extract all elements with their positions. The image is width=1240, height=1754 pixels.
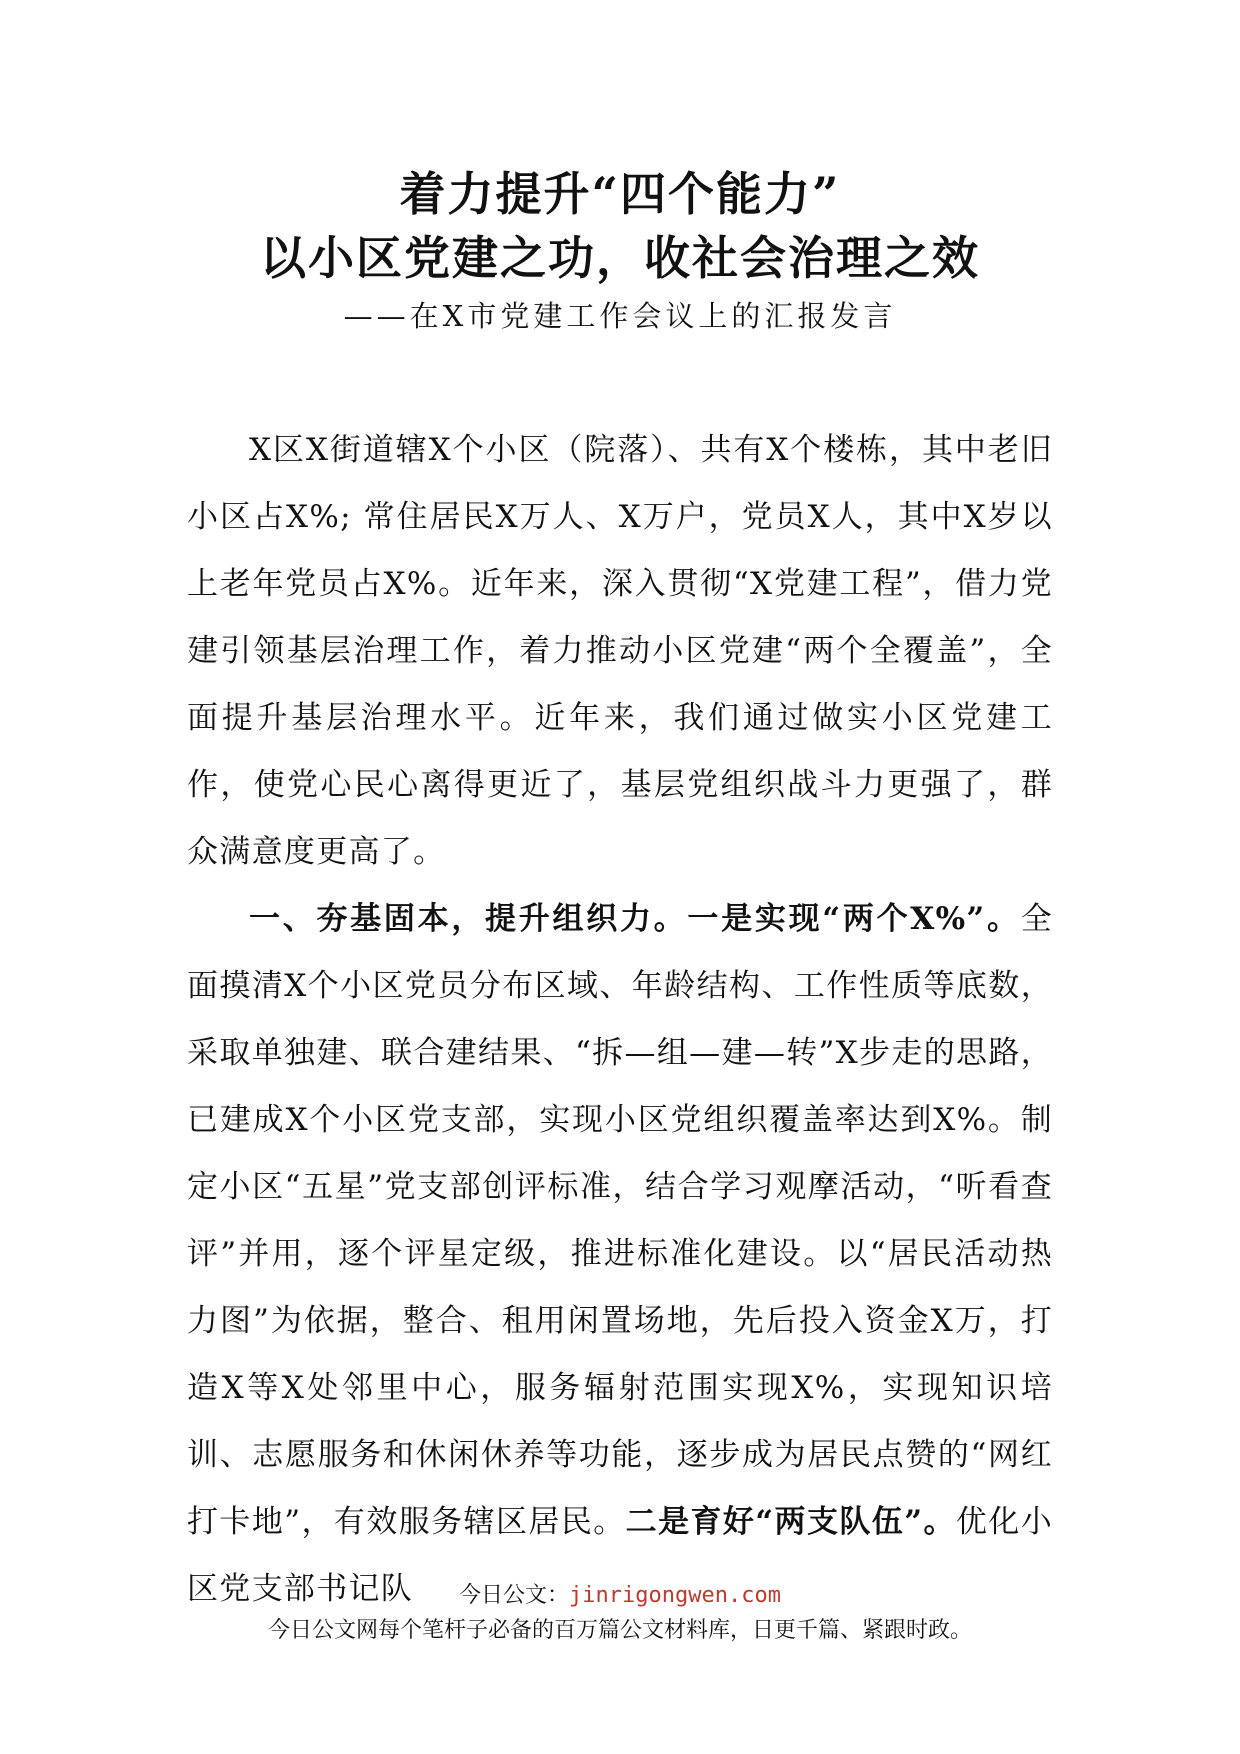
document-title-line2: 以小区党建之功，收社会治理之效 <box>260 231 980 285</box>
point-one-text: 全面摸清X个小区党员分布区域、年龄结构、工作性质等底数，采取单独建、联合建结果、“拆—组—建—转”X步走的思路，已建成X个小区党支部，实现小区党组织覆盖率达到X%。制定小区“五星”党支部创评标准，结合学习观摩活动，“听看查评”并用，逐个评星定级，推进标准化建设。以“居民活动热力图”为依据，整合、租用闲置场地，先后投入资金X万，打造X等X处邻里中心，服务辐射范围实现X%，实现知识培训、志愿服务和休闲休养等功能，逐步成为居民点赞的“网红打卡地”，有效服务辖区居民。 <box>187 901 1053 1540</box>
point-two-text: 优化小区党支部书记队 <box>187 1504 1054 1607</box>
document-body <box>187 417 1053 1623</box>
document-subtitle: ——在X市党建工作会议上的汇报发言 <box>343 299 897 333</box>
section-one-paragraph <box>187 886 1053 1623</box>
footer-site-line <box>0 1578 1240 1609</box>
footer-slogan: 今日公文网每个笔杆子必备的百万篇公文材料库，日更千篇、紧跟时政。 <box>267 1618 972 1643</box>
point-two-heading: 二是育好“两支队伍”。 <box>625 1504 956 1540</box>
footer-site-link[interactable]: jinrigongwen.com <box>569 1583 781 1608</box>
intro-paragraph: X区X街道辖X个小区（院落）、共有X个楼栋，其中老旧小区占X%; 常住居民X万人、X万户，党员X人，其中X岁以上老年党员占X%。近年来，深入贯彻“X党建工程”，借力党建引领基层治理工作，着力推动小区党建“两个全覆盖”，全面提升基层治理水平。近年来，我们通过做实小区党建工作，使党心民心离得更近了，基层党组织战斗力更强了，群众满意度更高了。 <box>187 432 1053 870</box>
footer-site-label: 今日公文： <box>459 1583 570 1608</box>
section-one-heading: 一、夯基固本，提升组织力。 <box>249 901 688 937</box>
document-title-line1: 着力提升“四个能力” <box>399 167 841 221</box>
point-one-heading: 一是实现“两个X%”。 <box>687 901 1021 937</box>
